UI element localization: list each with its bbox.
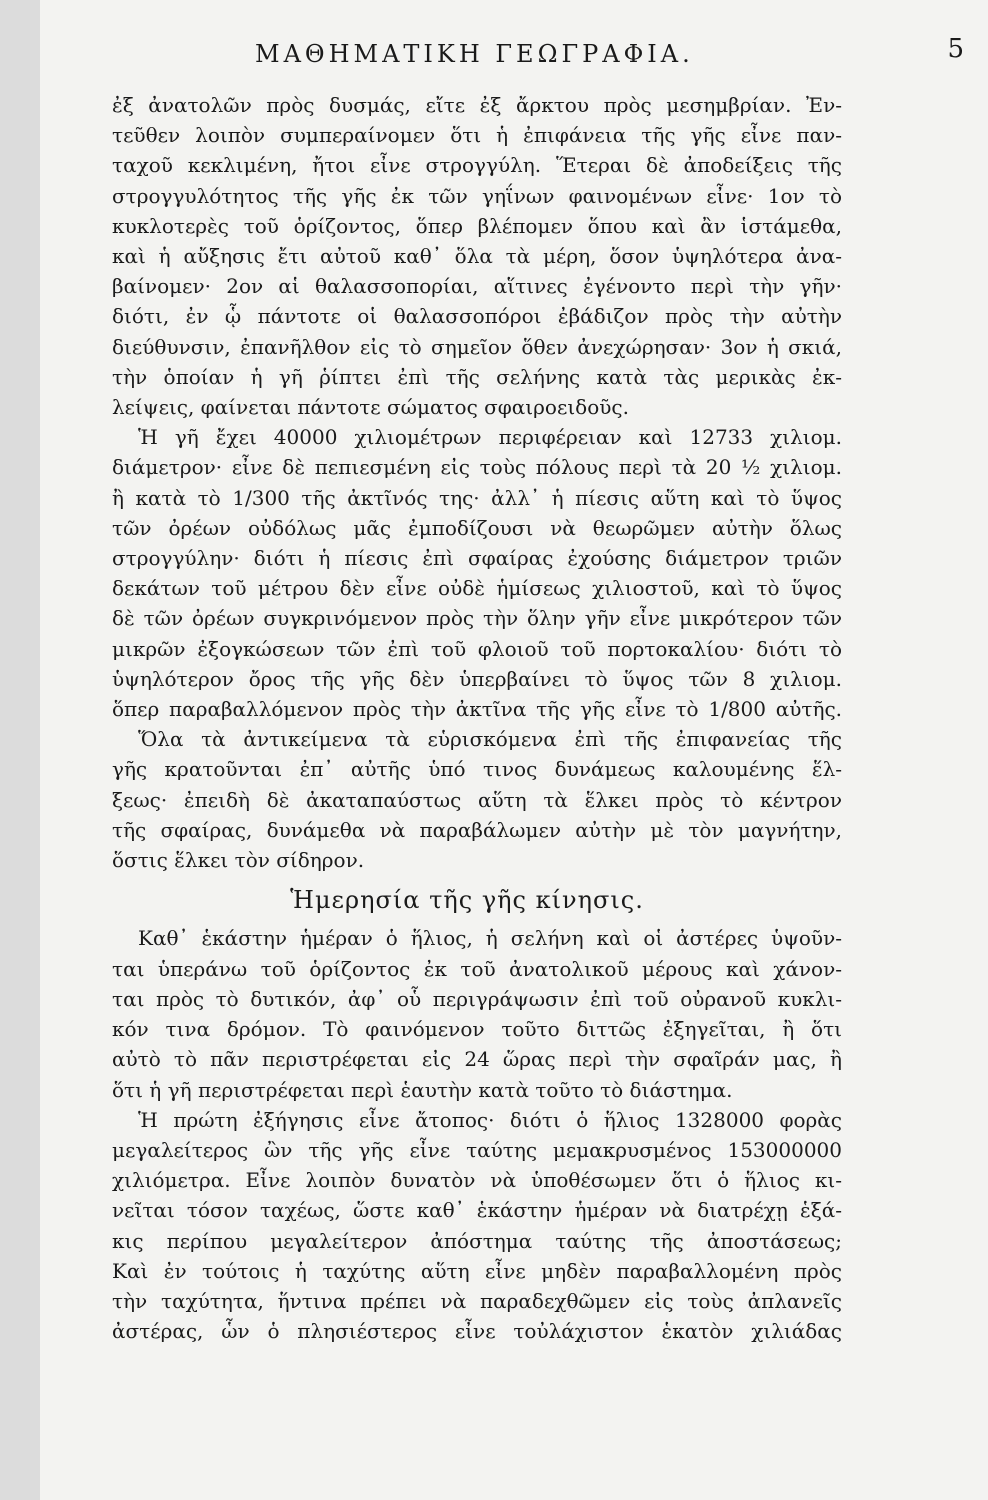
text-line: βαίνομεν· 2ον αἱ θαλασσοπορίαι, αἵτινες ἐγένοντο περὶ τὴν γῆν·: [112, 274, 842, 299]
body-text: [112, 90, 842, 1346]
paragraph-5: [112, 1105, 842, 1347]
text-line: χιλιόμετρα. Εἶνε λοιπὸν δυνατὸν νὰ ὑποθέσωμεν ὅτι ὁ ἥλιος κι-: [112, 1168, 842, 1193]
text-line: διότι, ἐν ᾧ πάντοτε οἱ θαλασσοπόροι ἐβάδιζον πρὸς τὴν αὐτὴν: [112, 304, 842, 329]
text-line: ἐξ ἀνατολῶν πρὸς δυσμάς, εἴτε ἐξ ἄρκτου πρὸς μεσημβρίαν. Ἐν-: [112, 93, 842, 117]
text-line: ἢ κατὰ τὸ 1/300 τῆς ἀκτῖνός της· ἀλλ᾽ ἡ πίεσις αὕτη καὶ τὸ ὕψος: [112, 485, 842, 510]
text-line: κυκλοτερὲς τοῦ ὁρίζοντος, ὅπερ βλέπομεν ὅπου καὶ ἂν ἱστάμεθα,: [112, 213, 842, 238]
text-line: ται ὑπεράνω τοῦ ὁρίζοντος ἐκ τοῦ ἀνατολικοῦ μέρους καὶ χάνον-: [112, 956, 842, 981]
text-line: ταχοῦ κεκλιμένη, ἤτοι εἶνε στρογγύλη. Ἕτεραι δὲ ἀποδείξεις τῆς: [112, 153, 842, 178]
paragraph-2: [112, 422, 842, 724]
text-line: διάμετρον· εἶνε δὲ πεπιεσμένη εἰς τοὺς πόλους περὶ τὰ 20 ½ χιλιομ.: [112, 455, 842, 480]
text-line: κις περίπου μεγαλείτερον ἀπόστημα ταύτης τῆς ἀποστάσεως;: [112, 1228, 842, 1253]
text-line: τεῦθεν λοιπὸν συμπεραίνομεν ὅτι ἡ ἐπιφάνεια τῆς γῆς εἶνε παν-: [112, 123, 842, 148]
text-line: δεκάτων τοῦ μέτρου δὲν εἶνε οὐδὲ ἡμίσεως χιλιοστοῦ, καὶ τὸ ὕψος: [112, 576, 842, 601]
text-line: ὑψηλότερον ὄρος τῆς γῆς δὲν ὑπερβαίνει τὸ ὕψος τῶν 8 χιλιομ.: [112, 666, 842, 691]
text-line: Ἡ γῆ ἔχει 40000 χιλιομέτρων περιφέρειαν καὶ 12733 χιλιομ.: [138, 425, 842, 450]
text-line: καὶ ἡ αὔξησις ἔτι αὐτοῦ καθ᾽ ὅλα τὰ μέρη, ὅσον ὑψηλότερα ἀνα-: [112, 244, 842, 269]
text-line: στρογγύλην· διότι ἡ πίεσις ἐπὶ σφαίρας ἐχούσης διάμετρον τριῶν: [112, 546, 842, 571]
text-line: γῆς κρατοῦνται ἐπ᾽ αὐτῆς ὑπό τινος δυνάμεως καλουμένης ἕλ-: [112, 757, 842, 782]
paragraph-3: [112, 724, 842, 875]
text-line: μικρῶν ἐξογκώσεων τῶν ἐπὶ τοῦ φλοιοῦ τοῦ πορτοκαλίου· διότι τὸ: [112, 636, 842, 661]
paragraph-1: [112, 90, 842, 422]
text-line: Ἡ πρώτη ἐξήγησις εἶνε ἄτοπος· διότι ὁ ἥλιος 1328000 φορὰς: [138, 1107, 842, 1132]
text-line: νεῖται τόσον ταχέως, ὥστε καθ᾽ ἑκάστην ἡμέραν νὰ διατρέχῃ ἑξά-: [112, 1198, 842, 1223]
text-line: Ὅλα τὰ ἀντικείμενα τὰ εὑρισκόμενα ἐπὶ τῆς ἐπιφανείας τῆς: [138, 727, 842, 752]
text-line: αὐτὸ τὸ πᾶν περιστρέφεται εἰς 24 ὥρας περὶ τὴν σφαῖράν μας, ἢ: [112, 1047, 842, 1072]
text-line: τὴν ὁποίαν ἡ γῆ ῥίπτει ἐπὶ τῆς σελήνης κατὰ τὰς μερικὰς ἐκ-: [112, 364, 842, 389]
paragraph-4: [112, 923, 842, 1104]
running-title: ΜΑΘΗΜΑΤΙΚΗ ΓΕΩΓΡΑΦΙΑ.: [255, 40, 694, 68]
text-line: στρογγυλότητος τῆς γῆς ἐκ τῶν γηΐνων φαινομένων εἶνε· 1ον τὸ: [112, 183, 842, 208]
text-line: τῆς σφαίρας, δυνάμεθα νὰ παραβάλωμεν αὐτὴν μὲ τὸν μαγνήτην,: [112, 817, 842, 842]
text-line: Καθ᾽ ἑκάστην ἡμέραν ὁ ἥλιος, ἡ σελήνη καὶ οἱ ἀστέρες ὑψοῦν-: [138, 926, 842, 951]
text-line: κόν τινα δρόμον. Τὸ φαινόμενον τοῦτο διττῶς ἐξηγεῖται, ἢ ὅτι: [112, 1017, 842, 1042]
text-line: διεύθυνσιν, ἐπανῆλθον εἰς τὸ σημεῖον ὅθεν ἀνεχώρησαν· 3ον ἡ σκιά,: [112, 334, 842, 359]
text-line: ξεως· ἐπειδὴ δὲ ἀκαταπαύστως αὕτη τὰ ἕλκει πρὸς τὸ κέντρον: [112, 787, 842, 812]
text-line: τῶν ὀρέων οὐδόλως μᾶς ἐμποδίζουσι νὰ θεωρῶμεν αὐτὴν ὅλως: [112, 515, 842, 540]
text-line: μεγαλείτερος ὢν τῆς γῆς εἶνε ταύτης μεμακρυσμένος 153000000: [112, 1137, 842, 1162]
text-line: ὅπερ παραβαλλόμενον πρὸς τὴν ἀκτῖνα τῆς γῆς εἶνε τὸ 1/800 αὐτῆς.: [112, 697, 842, 722]
text-line: ὅτι ἡ γῆ περιστρέφεται περὶ ἑαυτὴν κατὰ τοῦτο τὸ διάστημα.: [112, 1077, 733, 1102]
page-number: 5: [947, 34, 968, 64]
book-page: [40, 0, 988, 1500]
text-line: ὅστις ἕλκει τὸν σίδηρον.: [112, 848, 365, 873]
text-line: ἀστέρας, ὧν ὁ πλησιέστερος εἶνε τοὐλάχιστον ἑκατὸν χιλιάδας: [112, 1319, 842, 1344]
text-line: Καὶ ἐν τούτοις ἡ ταχύτης αὕτη εἶνε μηδὲν παραβαλλομένη πρὸς: [112, 1258, 842, 1283]
text-line: λείψεις, φαίνεται πάντοτε σώματος σφαιροειδοῦς.: [112, 395, 629, 420]
text-line: τὴν ταχύτητα, ἥντινα πρέπει νὰ παραδεχθῶμεν εἰς τοὺς ἀπλανεῖς: [112, 1288, 842, 1313]
text-line: δὲ τῶν ὀρέων συγκρινόμενον πρὸς τὴν ὅλην γῆν εἶνε μικρότερον τῶν: [112, 606, 842, 631]
text-line: ται πρὸς τὸ δυτικόν, ἀφ᾽ οὗ περιγράψωσιν ἐπὶ τοῦ οὐρανοῦ κυκλι-: [112, 986, 842, 1011]
section-heading: Ἡμερησία τῆς γῆς κίνησις.: [290, 886, 644, 915]
